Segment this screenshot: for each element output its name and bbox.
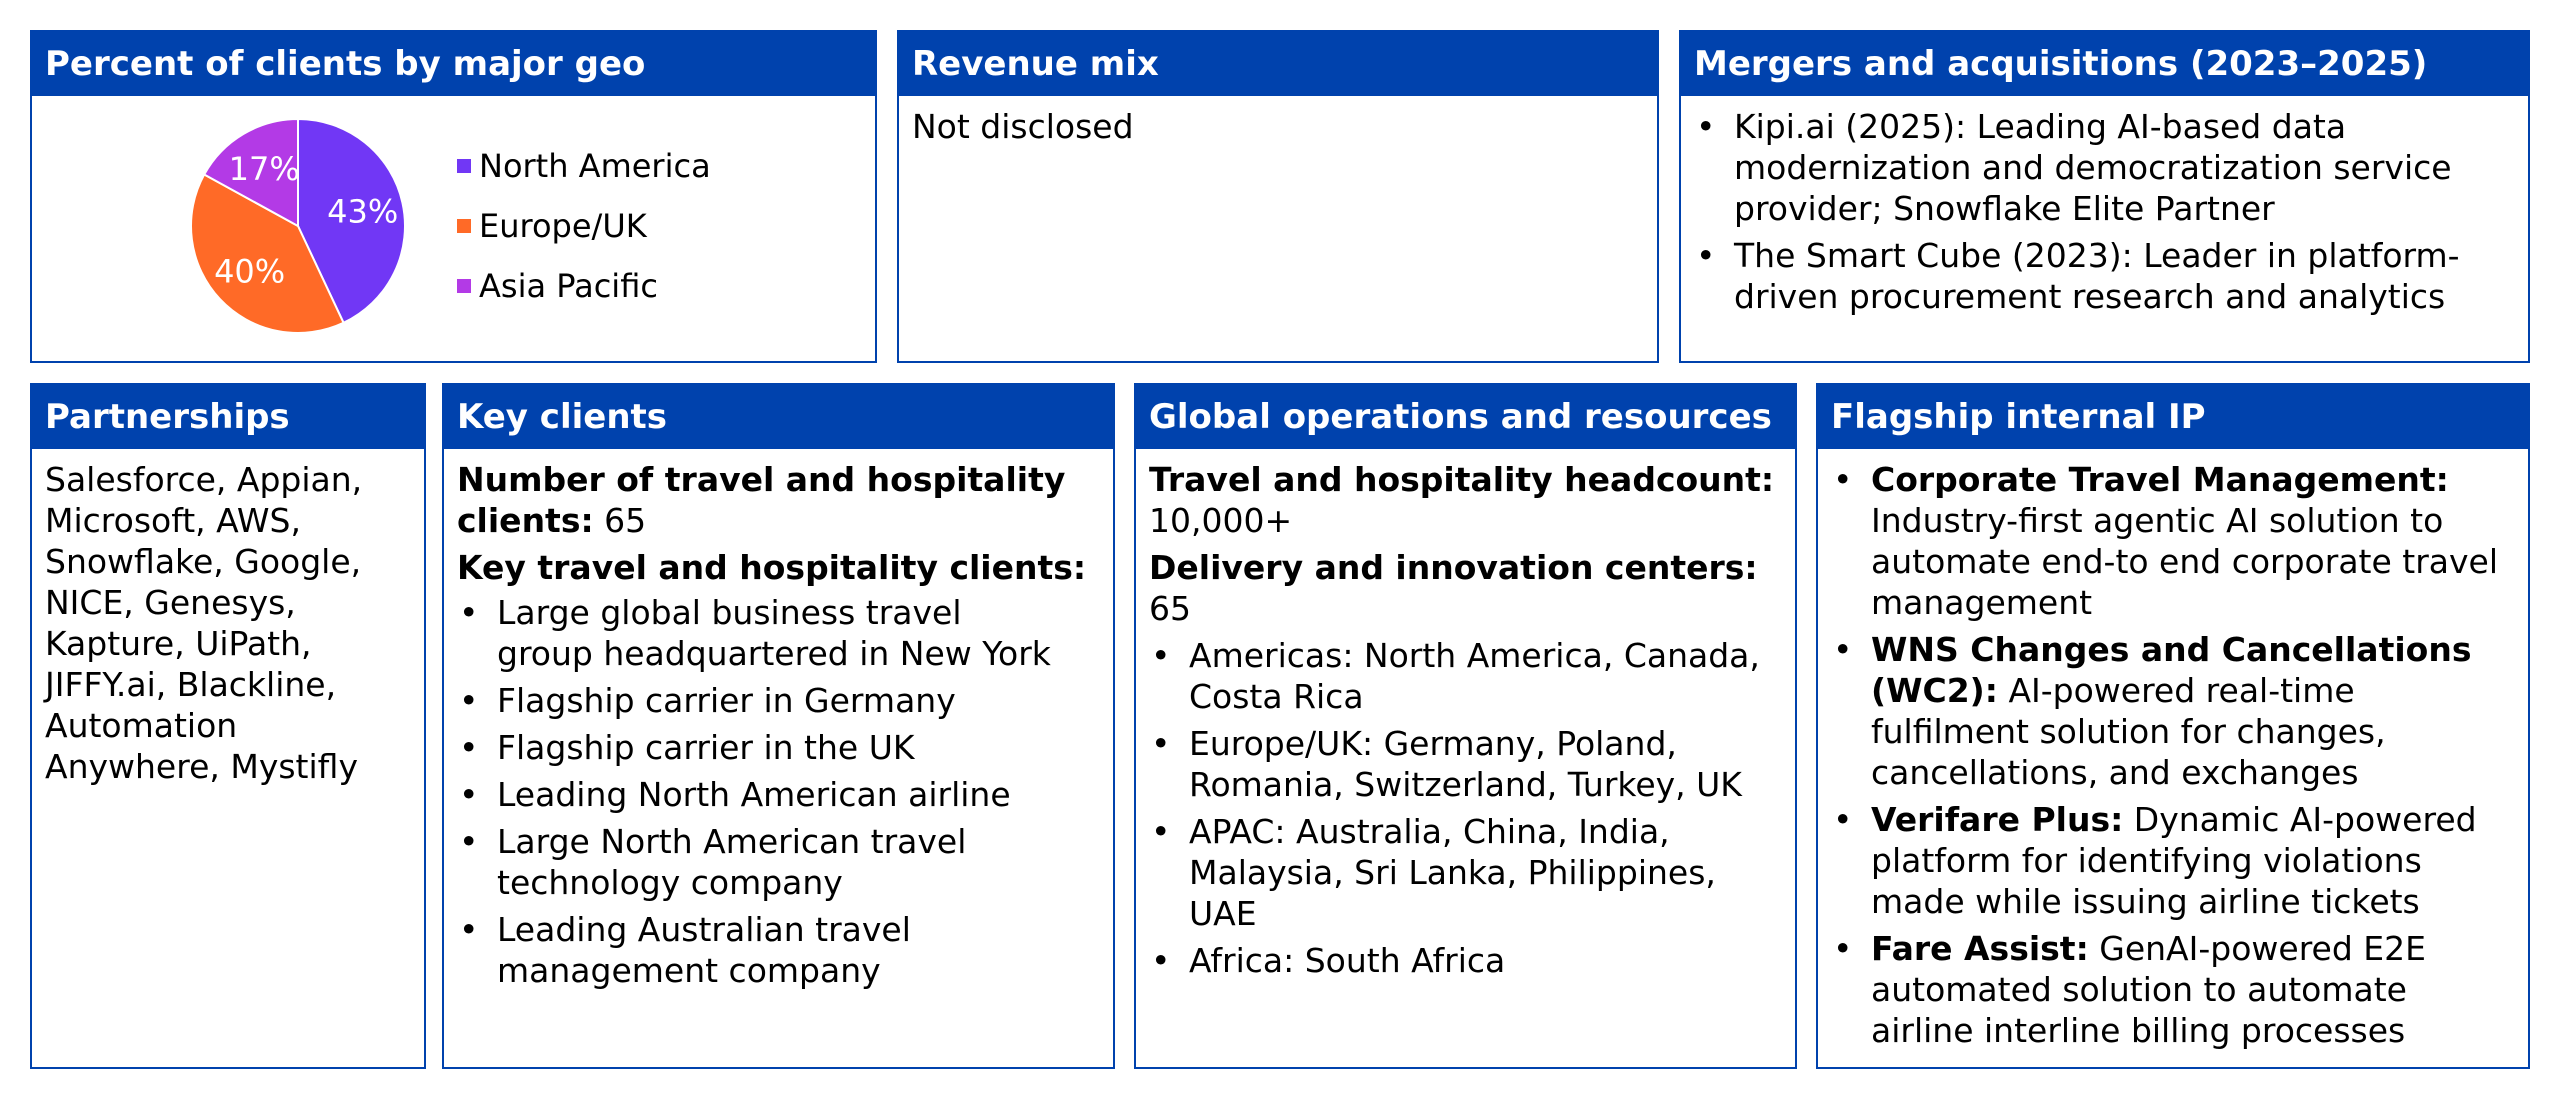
clients-count	[457, 459, 1100, 541]
list-item: • The Smart Cube (2023): Leader in platform-driven procurement research and analytics	[1694, 235, 2515, 317]
legend-label: Europe/UK	[479, 207, 647, 245]
geo-pie-chart	[32, 96, 877, 356]
list-item: • Leading North American airline	[457, 774, 1100, 815]
partnerships-text: Salesforce, Appian, Microsoft, AWS, Snowflake, Google, NICE, Genesys, Kapture, UiPath, JIFFY.ai, Blackline, Automation Anywhere, Mystifly	[45, 460, 363, 786]
geo-chart	[32, 96, 875, 356]
legend-item-north-america	[457, 136, 711, 196]
list-item: • Kipi.ai (2025): Leading AI-based data modernization and democratization service provider; Snowflake Elite Partner	[1694, 106, 2515, 229]
partnerships-panel	[30, 383, 426, 1069]
list-item: • Large global business travel group headquartered in New York	[457, 592, 1100, 674]
centers-label: Delivery and innovation centers:	[1149, 548, 1758, 587]
clients-count-label: Number of travel and hospitality clients:	[457, 460, 1066, 540]
list-item	[1831, 799, 2515, 922]
list-item: • Flagship carrier in the UK	[457, 727, 1100, 768]
operations-headcount	[1149, 459, 1782, 541]
list-item: • APAC: Australia, China, India, Malaysia, Sri Lanka, Philippines, UAE	[1149, 811, 1782, 934]
legend-item-asia-pacific	[457, 256, 711, 316]
partnerships-panel-title: Partnerships	[32, 385, 424, 449]
legend-swatch	[457, 279, 471, 293]
ip-item-name: Fare Assist:	[1871, 929, 2089, 968]
mna-list	[1694, 106, 2515, 317]
list-item: • Large North American travel technology company	[457, 821, 1100, 903]
ip-item-name: Verifare Plus:	[1871, 800, 2124, 839]
ip-item-name: Corporate Travel Management:	[1871, 460, 2449, 499]
ip-panel-title: Flagship internal IP	[1818, 385, 2528, 449]
pie-data-label: 40%	[214, 252, 286, 291]
list-item: • Africa: South Africa	[1149, 940, 1782, 981]
list-item: • Leading Australian travel management company	[457, 909, 1100, 991]
operations-centers	[1149, 547, 1782, 629]
mna-panel	[1679, 30, 2530, 363]
ip-list	[1831, 459, 2515, 1051]
legend-label: North America	[479, 147, 711, 185]
geo-legend	[457, 136, 711, 316]
pie-data-label: 17%	[228, 149, 300, 188]
headcount-label: Travel and hospitality headcount:	[1149, 460, 1775, 499]
ip-item-name: WNS Changes and Cancellations (WC2):	[1871, 630, 2472, 710]
geo-panel	[30, 30, 877, 363]
list-item	[1831, 459, 2515, 623]
ip-panel	[1816, 383, 2530, 1069]
clients-count-value: 65	[593, 501, 647, 540]
list-item: • Europe/UK: Germany, Poland, Romania, Switzerland, Turkey, UK	[1149, 723, 1782, 805]
pie-data-label: 43%	[327, 192, 399, 231]
clients-panel-title: Key clients	[444, 385, 1113, 449]
geo-panel-title: Percent of clients by major geo	[32, 32, 875, 96]
ip-item-desc: GenAI-powered E2E automated solution to automate airline interline billing processes	[1871, 929, 2426, 1050]
clients-panel	[442, 383, 1115, 1069]
operations-panel-title: Global operations and resources	[1136, 385, 1795, 449]
operations-list	[1149, 635, 1782, 981]
ip-item-desc: Industry-first agentic AI solution to automate end-to end corporate travel management	[1871, 501, 2498, 622]
operations-panel	[1134, 383, 1797, 1069]
headcount-value: 10,000+	[1149, 501, 1293, 540]
legend-swatch	[457, 219, 471, 233]
mna-panel-title: Mergers and acquisitions (2023–2025)	[1681, 32, 2528, 96]
centers-value: 65	[1149, 589, 1191, 628]
ip-item-desc: AI-powered real-time fulfilment solution for changes, cancellations, and exchanges	[1871, 671, 2386, 792]
list-item	[1831, 629, 2515, 793]
legend-item-europe-uk	[457, 196, 711, 256]
list-item: • Americas: North America, Canada, Costa Rica	[1149, 635, 1782, 717]
revenue-panel-title: Revenue mix	[899, 32, 1657, 96]
revenue-text: Not disclosed	[912, 107, 1134, 146]
list-item: • Flagship carrier in Germany	[457, 680, 1100, 721]
legend-swatch	[457, 159, 471, 173]
legend-label: Asia Pacific	[479, 267, 658, 305]
revenue-panel	[897, 30, 1659, 363]
clients-list	[457, 592, 1100, 991]
list-item	[1831, 928, 2515, 1051]
clients-list-label: Key travel and hospitality clients:	[457, 548, 1087, 587]
ip-item-desc: Dynamic AI-powered platform for identifying violations made while issuing airline tickets	[1871, 800, 2477, 921]
